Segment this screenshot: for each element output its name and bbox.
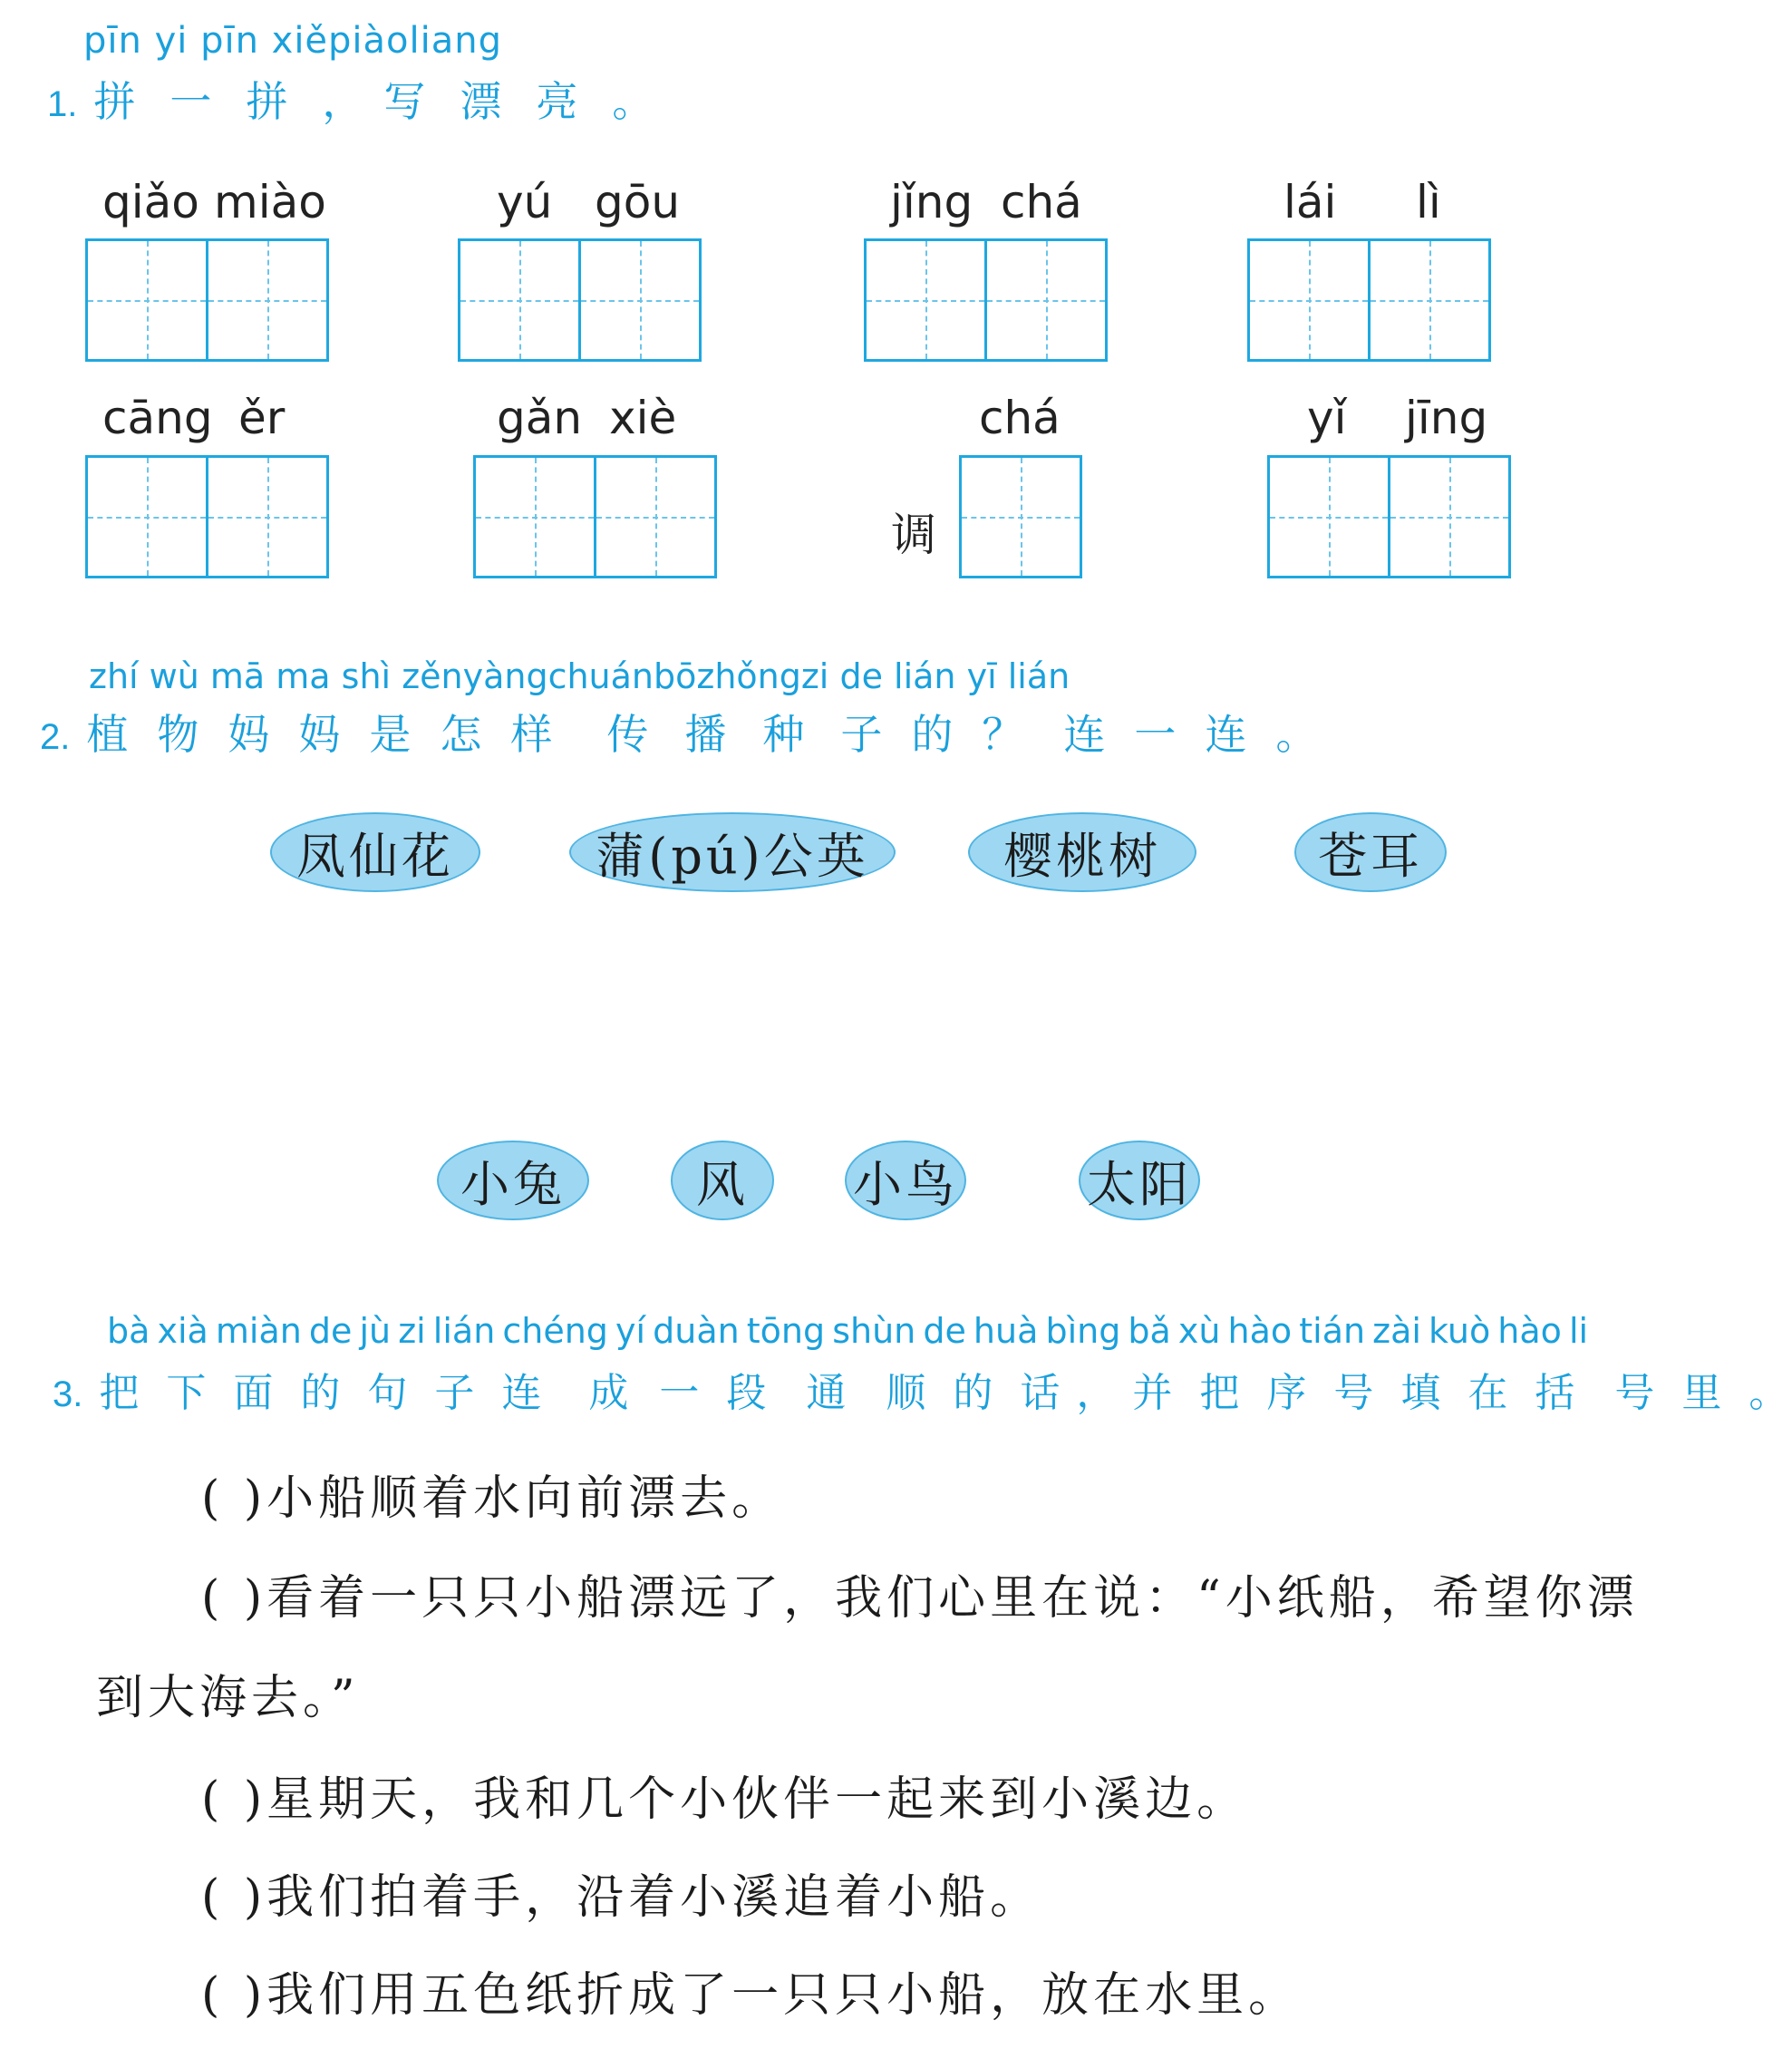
q2-char: 连 bbox=[1205, 710, 1251, 759]
sentence-row-2 bbox=[201, 1559, 1639, 1627]
writing-box[interactable] bbox=[85, 238, 208, 362]
q1-item-6-grid[interactable] bbox=[473, 455, 717, 578]
q2-char: 物 bbox=[157, 710, 203, 759]
writing-box[interactable] bbox=[959, 455, 1082, 578]
q3-char: 面 bbox=[233, 1370, 277, 1416]
sentence-text: 我们用五色纸折成了一只只小船，放在水里。 bbox=[266, 1968, 1301, 2023]
writing-box[interactable] bbox=[1390, 455, 1511, 578]
answer-parentheses[interactable]: ( ) bbox=[201, 1571, 267, 1626]
q2-char: ？ bbox=[982, 710, 1028, 759]
plant-oval-yingtaoshu[interactable]: 樱桃树 bbox=[968, 812, 1196, 892]
q3-char: 里 bbox=[1681, 1370, 1726, 1416]
writing-box[interactable] bbox=[596, 455, 717, 578]
q2-char: 一 bbox=[1134, 710, 1180, 759]
sentence-text: 小船顺着水向前漂去。 bbox=[266, 1471, 784, 1526]
plant-oval-fengxianhua[interactable]: 凤仙花 bbox=[270, 812, 480, 892]
q1-item-1-pinyin-2: miào bbox=[214, 176, 326, 228]
q3-char: 把 bbox=[99, 1370, 143, 1416]
q1-item-8-grid[interactable] bbox=[1267, 455, 1511, 578]
writing-box[interactable] bbox=[208, 455, 329, 578]
q1-item-7-pinyin: chá bbox=[979, 392, 1061, 444]
q2-char: 妈 bbox=[228, 710, 274, 759]
q3-char: 段 bbox=[726, 1370, 770, 1416]
sentence-text: 星期天，我和几个小伙伴一起来到小溪边。 bbox=[266, 1772, 1249, 1827]
q1-char: 写 bbox=[383, 77, 430, 126]
agent-oval-xiaotu[interactable]: 小兔 bbox=[437, 1141, 589, 1220]
answer-parentheses[interactable]: ( ) bbox=[201, 1772, 267, 1827]
q3-char: 。 bbox=[1748, 1370, 1792, 1416]
q2-pinyin: zhí wù mā ma shì zěnyàngchuánbōzhǒngzi de lián yī lián bbox=[89, 656, 1070, 696]
agent-oval-taiyang[interactable]: 太阳 bbox=[1079, 1141, 1200, 1220]
q1-item-3-grid[interactable] bbox=[864, 238, 1108, 362]
sentence-text: 我们拍着手，沿着小溪追着小船。 bbox=[266, 1870, 1042, 1925]
q2-char: 怎 bbox=[440, 710, 486, 759]
sentence-text: 到大海去。” bbox=[96, 1671, 360, 1725]
q1-item-8-pinyin-1: yǐ bbox=[1307, 392, 1347, 444]
q3-char: 括 bbox=[1535, 1370, 1579, 1416]
sentence-row-4 bbox=[201, 1859, 1041, 1927]
q3-char: 句 bbox=[367, 1370, 412, 1416]
q2-title bbox=[40, 702, 1351, 762]
q1-item-5-pinyin-2: ěr bbox=[238, 392, 286, 444]
q1-item-4-pinyin-1: lái bbox=[1283, 176, 1337, 228]
q3-pinyin: bà xià miàn de jù zi lián chéng yí duàn tōng shùn de huà bìng bǎ xù hào tián zài kuò hào li bbox=[107, 1311, 1589, 1351]
q3-char: 的 bbox=[300, 1370, 344, 1416]
q3-char: 在 bbox=[1468, 1370, 1512, 1416]
writing-box[interactable] bbox=[1267, 455, 1390, 578]
q2-char: 种 bbox=[762, 710, 809, 759]
q2-char: 的 bbox=[911, 710, 957, 759]
q1-number: 1. bbox=[47, 84, 78, 124]
q3-char: ， bbox=[1076, 1370, 1120, 1416]
q1-item-3-pinyin-1: jǐng bbox=[890, 176, 973, 228]
q1-item-7-prefix: 调 bbox=[891, 509, 936, 561]
writing-box[interactable] bbox=[458, 238, 581, 362]
q1-item-6-pinyin-1: gǎn bbox=[497, 392, 583, 444]
q2-char: 子 bbox=[840, 710, 886, 759]
answer-parentheses[interactable]: ( ) bbox=[201, 1870, 267, 1925]
agent-oval-feng[interactable]: 风 bbox=[671, 1141, 774, 1220]
q2-char: 是 bbox=[369, 710, 415, 759]
q3-char: 连 bbox=[501, 1370, 546, 1416]
q2-char: 样 bbox=[510, 710, 557, 759]
q1-item-4-grid[interactable] bbox=[1247, 238, 1491, 362]
q1-item-2-grid[interactable] bbox=[458, 238, 702, 362]
answer-parentheses[interactable]: ( ) bbox=[201, 1471, 267, 1526]
writing-box[interactable] bbox=[473, 455, 596, 578]
q1-item-6-pinyin-2: xiè bbox=[609, 392, 677, 444]
q1-item-7-grid[interactable] bbox=[959, 455, 1082, 578]
sentence-row-3 bbox=[201, 1761, 1248, 1829]
q1-item-8-pinyin-2: jīng bbox=[1405, 392, 1488, 444]
q1-char: 一 bbox=[170, 77, 216, 126]
q1-item-4-pinyin-2: lì bbox=[1416, 176, 1441, 228]
q3-char: 把 bbox=[1199, 1370, 1244, 1416]
q1-item-5-grid[interactable] bbox=[85, 455, 329, 578]
q3-char: 并 bbox=[1132, 1370, 1177, 1416]
q2-char: 播 bbox=[684, 710, 731, 759]
writing-box[interactable] bbox=[208, 238, 329, 362]
q2-char: 连 bbox=[1063, 710, 1109, 759]
q3-char: 填 bbox=[1400, 1370, 1445, 1416]
q2-char: 植 bbox=[86, 710, 132, 759]
writing-box[interactable] bbox=[1371, 238, 1491, 362]
q3-char: 的 bbox=[953, 1370, 997, 1416]
q2-char: 。 bbox=[1275, 710, 1322, 759]
writing-box[interactable] bbox=[581, 238, 702, 362]
q1-item-5-pinyin-1: cāng bbox=[102, 392, 213, 444]
q1-title bbox=[47, 69, 688, 129]
q1-char: 拼 bbox=[93, 77, 140, 126]
q3-char: 一 bbox=[659, 1370, 703, 1416]
q3-title bbox=[53, 1360, 1792, 1418]
q2-number: 2. bbox=[40, 717, 71, 757]
sentence-row-5 bbox=[201, 1956, 1300, 2024]
writing-box[interactable] bbox=[987, 238, 1108, 362]
q1-item-2-pinyin-1: yú bbox=[497, 176, 553, 228]
q1-item-2-pinyin-2: gōu bbox=[595, 176, 681, 228]
q3-char: 号 bbox=[1333, 1370, 1378, 1416]
q3-char: 号 bbox=[1614, 1370, 1659, 1416]
q3-char: 成 bbox=[588, 1370, 633, 1416]
q2-char: 妈 bbox=[298, 710, 344, 759]
plant-oval-pugongying[interactable]: 蒲(pú)公英 bbox=[569, 812, 896, 892]
q1-char: 。 bbox=[612, 77, 658, 126]
sentence-row-2-continued bbox=[96, 1659, 360, 1727]
q1-char: ， bbox=[322, 77, 368, 126]
q3-char: 通 bbox=[806, 1370, 850, 1416]
q1-item-3-pinyin-2: chá bbox=[1001, 176, 1082, 228]
writing-box[interactable] bbox=[864, 238, 987, 362]
q3-char: 话 bbox=[1020, 1370, 1064, 1416]
q3-number: 3. bbox=[53, 1374, 83, 1414]
q1-item-1-grid[interactable] bbox=[85, 238, 329, 362]
answer-parentheses[interactable]: ( ) bbox=[201, 1968, 267, 2023]
q3-char: 子 bbox=[434, 1370, 479, 1416]
q1-pinyin: pīn yi pīn xiěpiàoliang bbox=[83, 20, 503, 62]
q1-char: 亮 bbox=[536, 77, 582, 126]
q1-char: 漂 bbox=[460, 77, 506, 126]
sentence-text: 看着一只只小船漂远了，我们心里在说：“小纸船，希望你漂 bbox=[266, 1571, 1639, 1626]
q2-char: 传 bbox=[606, 710, 653, 759]
q3-char: 顺 bbox=[886, 1370, 930, 1416]
sentence-row-1 bbox=[201, 1460, 783, 1528]
writing-box[interactable] bbox=[85, 455, 208, 578]
writing-box[interactable] bbox=[1247, 238, 1371, 362]
q3-char: 序 bbox=[1266, 1370, 1311, 1416]
q3-char: 下 bbox=[166, 1370, 210, 1416]
plant-oval-canger[interactable]: 苍耳 bbox=[1294, 812, 1447, 892]
agent-oval-xiaoniao[interactable]: 小鸟 bbox=[845, 1141, 966, 1220]
q1-item-1-pinyin-1: qiǎo bbox=[102, 176, 199, 228]
q1-char: 拼 bbox=[246, 77, 292, 126]
